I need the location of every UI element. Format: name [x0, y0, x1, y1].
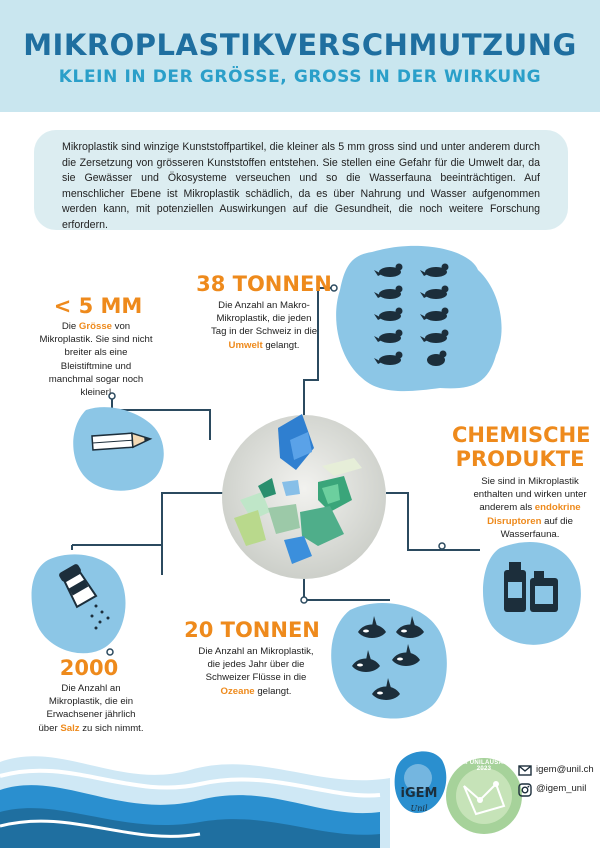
- tons20-value: 20 TONNEN: [184, 618, 320, 642]
- page-title: MIKROPLASTIKVERSCHMUTZUNG: [23, 28, 577, 62]
- igem-logo-text: iGEM: [400, 786, 438, 801]
- size-description: Die Grösse von Mikroplastik. Sie sind nicht breiter als eine Bleistiftmine und manchmal sogar noch kleiner!: [39, 321, 153, 399]
- contact-email[interactable]: igem@unil.ch: [536, 764, 594, 775]
- connector-salt: [72, 493, 226, 545]
- chemicals-value: [452, 423, 591, 471]
- page-subtitle: KLEIN IN DER GRÖSSE, GROSS IN DER WIRKUNG: [58, 67, 542, 87]
- igem-logo-subtext: Unil: [410, 804, 428, 813]
- salt-value: 2000: [59, 656, 119, 680]
- orca-blob: [331, 603, 447, 719]
- contact-instagram[interactable]: @igem_unil: [536, 783, 587, 794]
- tons20-description: Die Anzahl an Mikroplastik, die jedes Jahr über die Schweizer Flüsse in die Ozeane gelangt.: [198, 646, 314, 697]
- tons38-value: 38 TONNEN: [196, 272, 332, 296]
- badge-logo-text: IGEM UNILAUSANNE 2023: [451, 760, 517, 772]
- waves-decoration: [0, 756, 390, 848]
- connector-chemicals: [386, 493, 480, 550]
- size-value: < 5 MM: [53, 294, 143, 318]
- chemicals-value-line1: CHEMISCHE: [452, 423, 591, 447]
- chemicals-description: Sie sind in Mikroplastik enthalten und wirken unter anderem als endokrine Disruptoren auf die Wasserfauna.: [473, 476, 587, 540]
- tons38-description: Die Anzahl an Makro-Mikroplastik, die jeden Tag in der Schweiz in die Umwelt gelangt.: [210, 300, 318, 351]
- salt-description: Die Anzahl an Mikroplastik, die ein Erwachsener jährlich über Salz zu sich nimmt.: [38, 683, 144, 734]
- chemicals-value-line2: PRODUKTE: [455, 447, 585, 471]
- seal-blob: [336, 246, 501, 391]
- intro-paragraph: Mikroplastik sind winzige Kunststoffpartikel, die kleiner als 5 mm gross sind und unter anderem durch die Zersetzung von grösseren Kunststoffen entstehen. Sie stellen eine Gefahr für die Umwelt dar, da sie Gewässer und Ökosysteme verseuchen und so die Wasserfauna beeinträchtigen. Auf menschlicher Ebene ist Mikroplastik schädlich, da es über Nahrung und Wasser aufgenommen werden kann, mit potenziellen Auswirkungen auf die Gesundheit, die noch weitere Forschung erfordern.: [62, 141, 540, 231]
